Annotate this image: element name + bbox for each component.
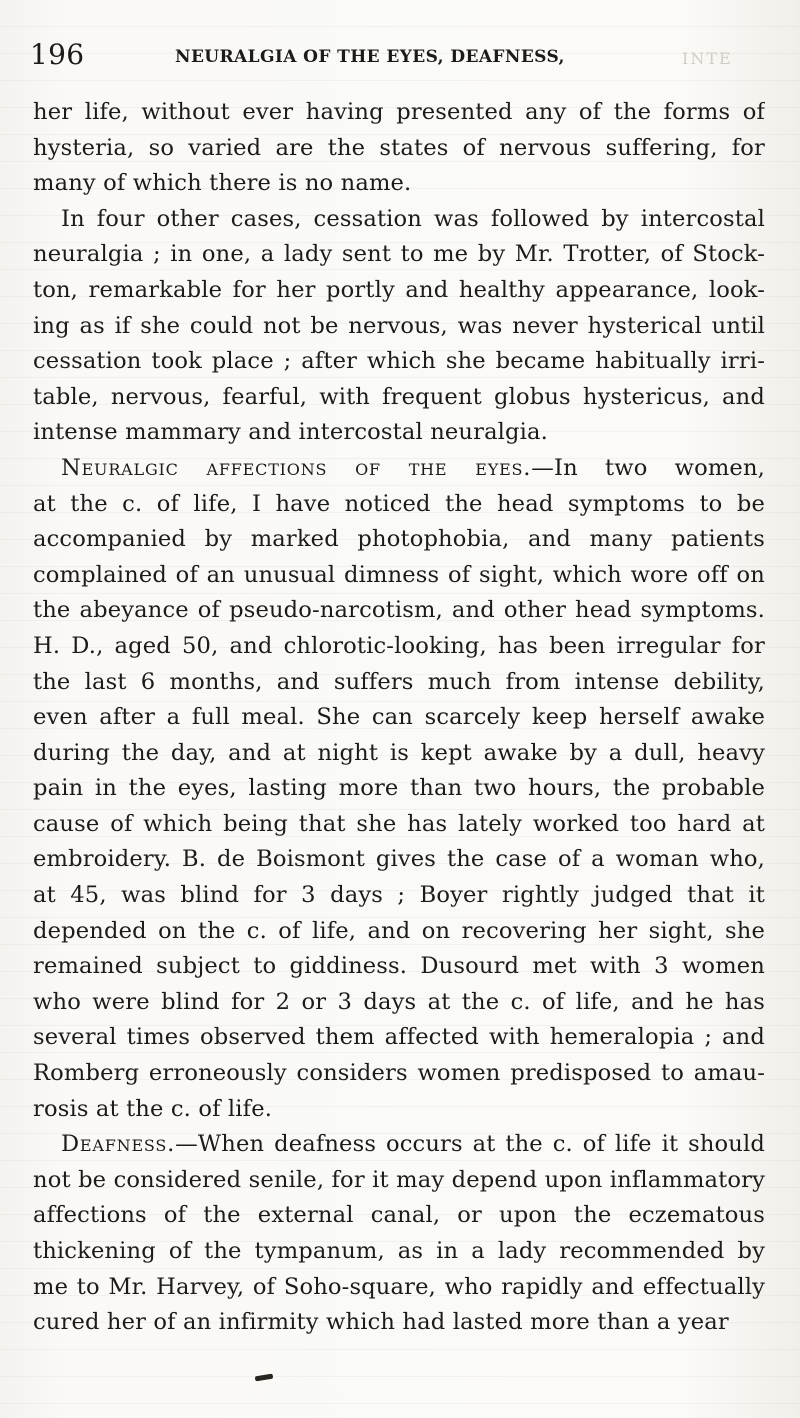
text-line: at 45, was blind for 3 days ; Boyer rightly judged that it — [33, 882, 765, 909]
text-line: her life, without ever having presented any of the forms of — [33, 99, 765, 125]
text-line: the abeyance of pseudo-narcotism, and other head symptoms. — [33, 597, 765, 624]
text-line: not be considered senile, for it may depend upon inflammatory — [33, 1166, 765, 1193]
body-text — [33, 95, 765, 1341]
text-line: In four other cases, cessation was followed by intercostal — [61, 205, 765, 232]
text-line: rosis at the c. of life. — [33, 1095, 273, 1122]
heading-continuation: —In two women, — [531, 454, 765, 481]
section-heading: Neuralgic affections of the eyes. — [61, 454, 532, 481]
text-line: cessation took place ; after which she became habitually irri- — [33, 348, 765, 375]
text-line: cause of which being that she has lately worked too hard at — [33, 810, 765, 837]
text-line: ton, remarkable for her portly and healthy appearance, look- — [33, 276, 765, 303]
paragraph-continued — [33, 95, 765, 202]
text-line: embroidery. B. de Boismont gives the case of a woman who, — [33, 846, 765, 873]
running-head: NEURALGIA OF THE EYES, DEAFNESS, — [175, 47, 565, 67]
printer-mark — [255, 1374, 274, 1382]
text-line: cured her of an infirmity which had lasted more than a year — [33, 1309, 729, 1336]
section-heading: Deafness. — [61, 1131, 176, 1158]
text-line: who were blind for 2 or 3 days at the c. of life, and he has — [33, 988, 765, 1015]
text-line: complained of an unusual dimness of sight, which wore off on — [33, 561, 765, 588]
text-line: pain in the eyes, lasting more than two hours, the probable — [33, 775, 765, 802]
text-line: table, nervous, fearful, with frequent globus hystericus, and — [33, 383, 765, 410]
text-line: thickening of the tympanum, as in a lady recommended by — [33, 1238, 765, 1264]
text-line: neuralgia ; in one, a lady sent to me by Mr. Trotter, of Stock- — [33, 241, 765, 268]
text-line: during the day, and at night is kept awake by a dull, heavy — [33, 739, 765, 766]
text-line: the last 6 months, and suffers much from intense debility, — [33, 668, 765, 695]
paragraph-deafness — [33, 1127, 765, 1341]
page-header — [30, 39, 770, 79]
text-line: ing as if she could not be nervous, was never hysterical until — [33, 312, 765, 339]
text-line: even after a full meal. She can scarcely keep herself awake — [33, 704, 765, 731]
text-line: me to Mr. Harvey, of Soho-square, who rapidly and effectually — [33, 1273, 765, 1300]
text-line — [33, 451, 765, 487]
text-line: many of which there is no name. — [33, 170, 412, 197]
paragraph-neuralgic-affections — [33, 451, 765, 1127]
heading-continuation: —When deafness occurs at the c. of life it should — [175, 1131, 765, 1158]
text-line: accompanied by marked photophobia, and many patients — [33, 526, 765, 553]
show-through-header-text: INTE — [682, 49, 733, 68]
text-line: hysteria, so varied are the states of nervous suffering, for — [33, 134, 765, 161]
text-line: depended on the c. of life, and on recovering her sight, she — [33, 917, 765, 944]
text-line: remained subject to giddiness. Dusourd met with 3 women — [33, 953, 765, 980]
text-line — [33, 1127, 765, 1163]
text-line: Romberg erroneously considers women predisposed to amau- — [33, 1060, 765, 1087]
page-number: 196 — [30, 38, 85, 71]
text-line: several times observed them affected with hemeralopia ; and — [33, 1024, 765, 1051]
text-line: intense mammary and intercostal neuralgia. — [33, 419, 549, 446]
paragraph-intercostal-neuralgia — [33, 202, 765, 451]
text-line: affections of the external canal, or upon the eczematous — [33, 1202, 765, 1229]
text-line: H. D., aged 50, and chlorotic-looking, has been irregular for — [33, 632, 765, 659]
text-line: at the c. of life, I have noticed the head symptoms to be — [33, 490, 765, 517]
